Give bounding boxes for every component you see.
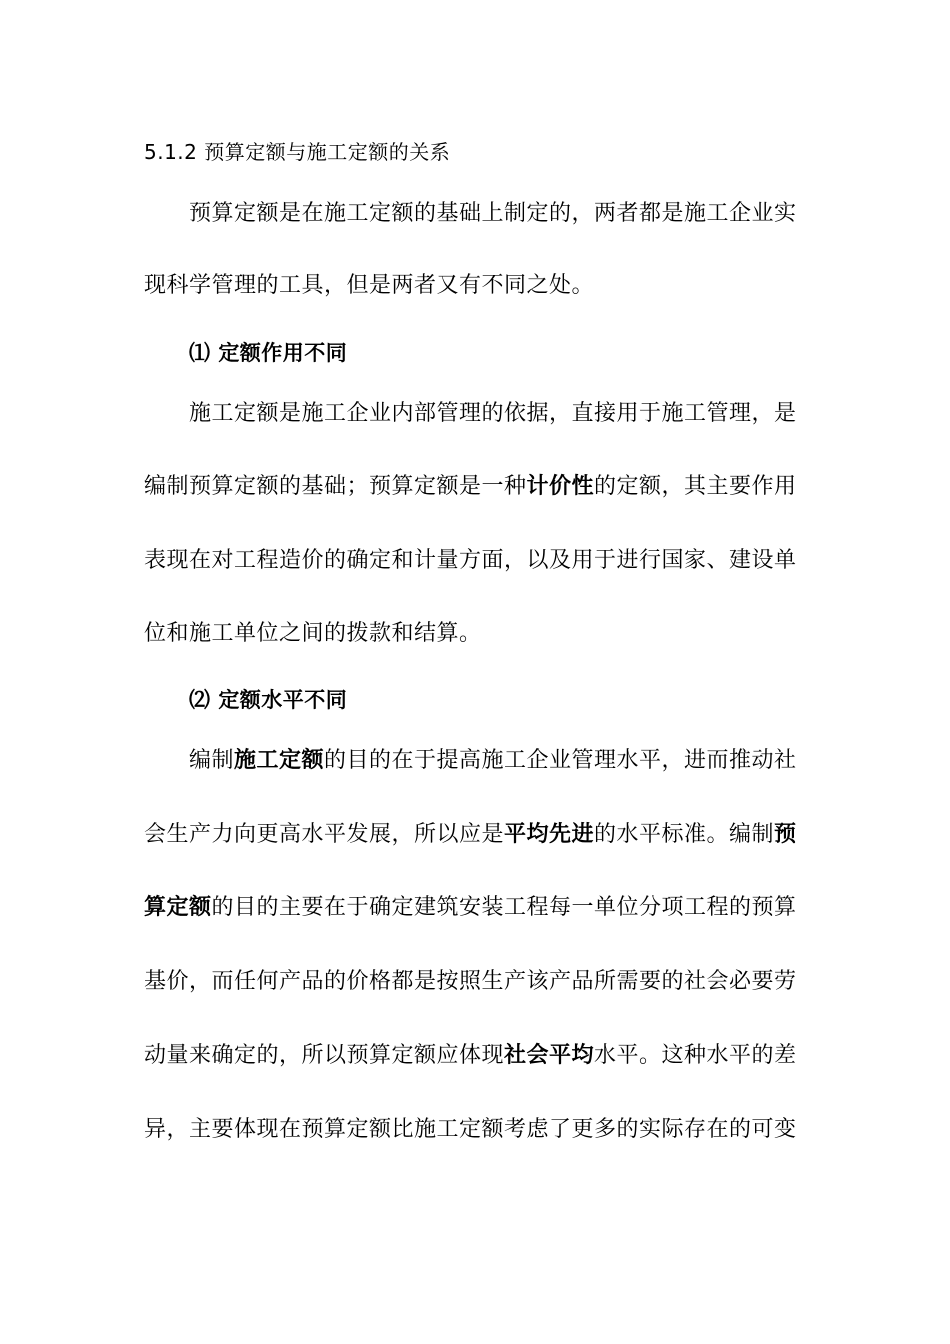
point1-line-4: 位和施工单位之间的拨款和结算。 <box>144 621 482 646</box>
emphasis-average-advanced: 平均先进 <box>504 822 595 847</box>
point1-marker: ⑴ <box>189 341 211 365</box>
point2-title: 定额水平不同 <box>218 688 348 712</box>
emphasis-construction-quota: 施工定额 <box>234 748 325 773</box>
emphasis-social-average: 社会平均 <box>504 1043 595 1068</box>
section-title: 预算定额与施工定额的关系 <box>204 140 451 164</box>
emphasis-pricing: 计价性 <box>526 474 595 499</box>
emphasis-budget-prefix: 预 <box>774 822 797 847</box>
intro-line-1: 预算定额是在施工定额的基础上制定的，两者都是施工企业实 <box>189 201 797 226</box>
point2-line-2: 会生产力向更高水平发展，所以应是平均先进的水平标准。编制预 <box>144 822 797 847</box>
point2-line-6: 异，主要体现在预算定额比施工定额考虑了更多的实际存在的可变 <box>144 1117 797 1142</box>
point1-line-2: 编制预算定额的基础；预算定额是一种计价性的定额，其主要作用 <box>144 474 797 499</box>
point2-marker: ⑵ <box>189 688 211 712</box>
intro-line-2: 现科学管理的工具，但是两者又有不同之处。 <box>144 273 595 298</box>
section-number: 5.1.2 <box>144 140 198 164</box>
point2-line-5: 动量来确定的，所以预算定额应体现社会平均水平。这种水平的差 <box>144 1043 797 1068</box>
point1-line-1: 施工定额是施工企业内部管理的依据，直接用于施工管理，是 <box>189 401 797 426</box>
point2-line-3: 算定额的目的主要在于确定建筑安装工程每一单位分项工程的预算 <box>144 895 797 920</box>
emphasis-budget-quota: 算定额 <box>144 895 212 920</box>
point1-title: 定额作用不同 <box>218 341 348 365</box>
point1-heading <box>189 338 347 368</box>
point2-line-1: 编制施工定额的目的在于提高施工企业管理水平，进而推动社 <box>189 748 797 773</box>
section-heading <box>144 137 450 167</box>
point2-line-4: 基价，而任何产品的价格都是按照生产该产品所需要的社会必要劳 <box>144 969 797 994</box>
point2-heading <box>189 685 347 715</box>
point1-line-3: 表现在对工程造价的确定和计量方面，以及用于进行国家、建设单 <box>144 548 797 573</box>
